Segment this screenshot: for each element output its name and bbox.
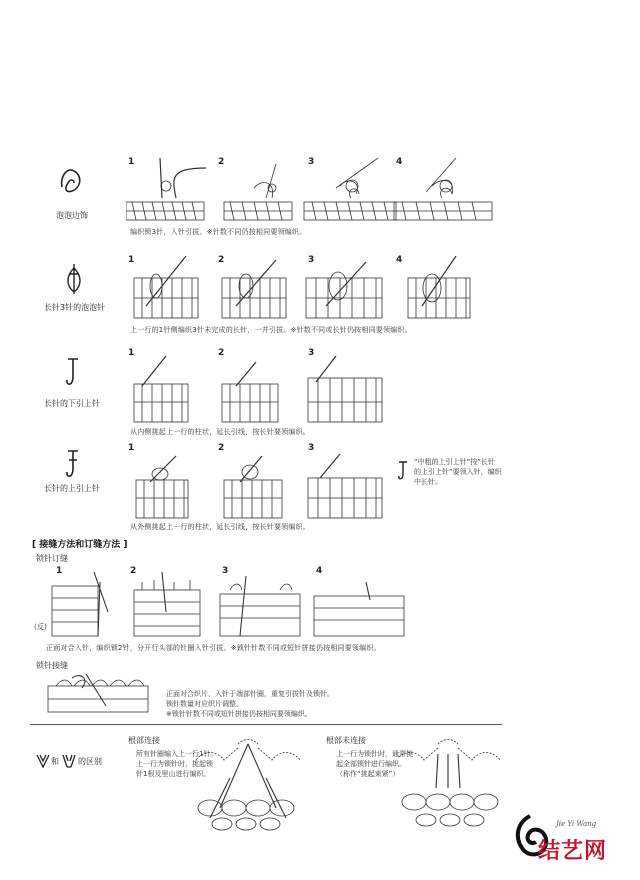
stitch-label: 泡泡边饰 [56,211,88,220]
diff-note-line: 上一行为锁针时，挑起锁 [136,760,213,768]
step-number: 3 [308,348,315,358]
back-post-illustration [126,356,386,424]
diff-label-and: 和 [51,757,59,766]
seam-note [166,689,334,719]
step-number: 2 [218,443,225,453]
seam-note-line: ※锁针针数不同或短针拼接仍按相同要领编织。 [166,710,312,718]
chain-seam-illustration [50,572,406,640]
stitch-caption: 上一行的1针侧编织3针未完成的长针，一并引拔。※针数不同或长针仍按相同要领编织。 [130,326,412,334]
side-note-line: 的上引上针”要领入针，编织 [414,468,502,476]
seam-note-line: 锁针数量对应织片调整。 [166,700,243,708]
step-number: 3 [222,566,229,576]
step-number: 2 [218,348,225,358]
diff-note-line: 上一行为锁针时，通常挑 [336,750,413,758]
joined-base-illustration [190,738,310,838]
diff-right-title: 根部未连接 [326,736,366,745]
seam-title: 锁针订缝 [36,554,68,563]
step-number: 1 [56,566,63,576]
step-number: 1 [128,255,135,265]
diff-note-line: （称作“挑起束紧”） [336,770,400,778]
diff-left-title: 根部连接 [128,736,160,745]
side-note-line: “中粗的上引上针”按“长针 [414,458,495,466]
side-note [414,457,502,487]
watermark-script: Jie Yi Wang [556,820,597,828]
stitch-label: 长针3针的泡泡针 [44,303,106,312]
front-post-icon [64,448,82,482]
diff-note-line: 所有针圈编入上一行1针。 [136,750,218,758]
seam-title: 锁针接缝 [36,661,68,670]
puff-stitch-illustration [126,256,471,320]
diff-note-line: 起全部锁针进行编织。 [336,760,406,768]
stitch-label: 长针的下引上针 [44,399,100,408]
front-post-illustration [126,452,386,520]
section-title: [ 接缝方法和订缝方法 ] [32,540,128,550]
step-number: 2 [218,157,225,167]
step-number: 4 [396,157,403,167]
stitch-caption: 从内侧挑起上一行的柱状，延长引线，按长针要领编织。 [130,428,310,436]
step-number: 3 [308,255,315,265]
step-number: 3 [308,157,315,167]
stitch-label: 长针的上引上针 [44,484,100,493]
puff-stitch-icon [64,262,84,296]
bobble-edge-illustration [126,158,496,224]
divider [30,724,502,725]
side-label: (反) [34,623,48,631]
step-number: 1 [128,348,135,358]
step-number: 2 [218,255,225,265]
watermark-text: 结艺网 [538,839,608,864]
half-double-post-icon [396,460,410,484]
unjoined-base-illustration [398,738,508,838]
stitch-caption: 编织锁3针，入针引拔。※针数不同仍按相同要领编织。 [130,228,307,236]
side-note-line: 中长针。 [414,478,442,486]
diff-note-line: 针1根及里山进行编织。 [136,770,211,778]
seam-caption: 正面对合入针，编织锁2针，分开行头部的针圈入针引拔。※锁针针数不同或短针拼接仍按相同要领编织。 [46,644,381,652]
step-number: 4 [396,255,403,265]
step-number: 1 [128,443,135,453]
step-number: 2 [130,566,137,576]
chain-join-illustration [46,672,152,716]
seam-note-line: 正面对合织片，入针于端部针圈，重复引拔针及锁针。 [166,690,334,698]
step-number: 1 [128,157,135,167]
step-number: 3 [308,443,315,453]
back-post-icon [64,356,82,390]
v-stitch-joined-icon [36,754,50,768]
stitch-caption: 从外侧挑起上一行的柱状，延长引线，按长针要领编织。 [130,523,310,531]
step-number: 4 [316,566,323,576]
bobble-edge-icon [58,165,86,195]
v-stitch-separate-icon [62,754,76,768]
diff-label: 的区别 [78,757,102,766]
